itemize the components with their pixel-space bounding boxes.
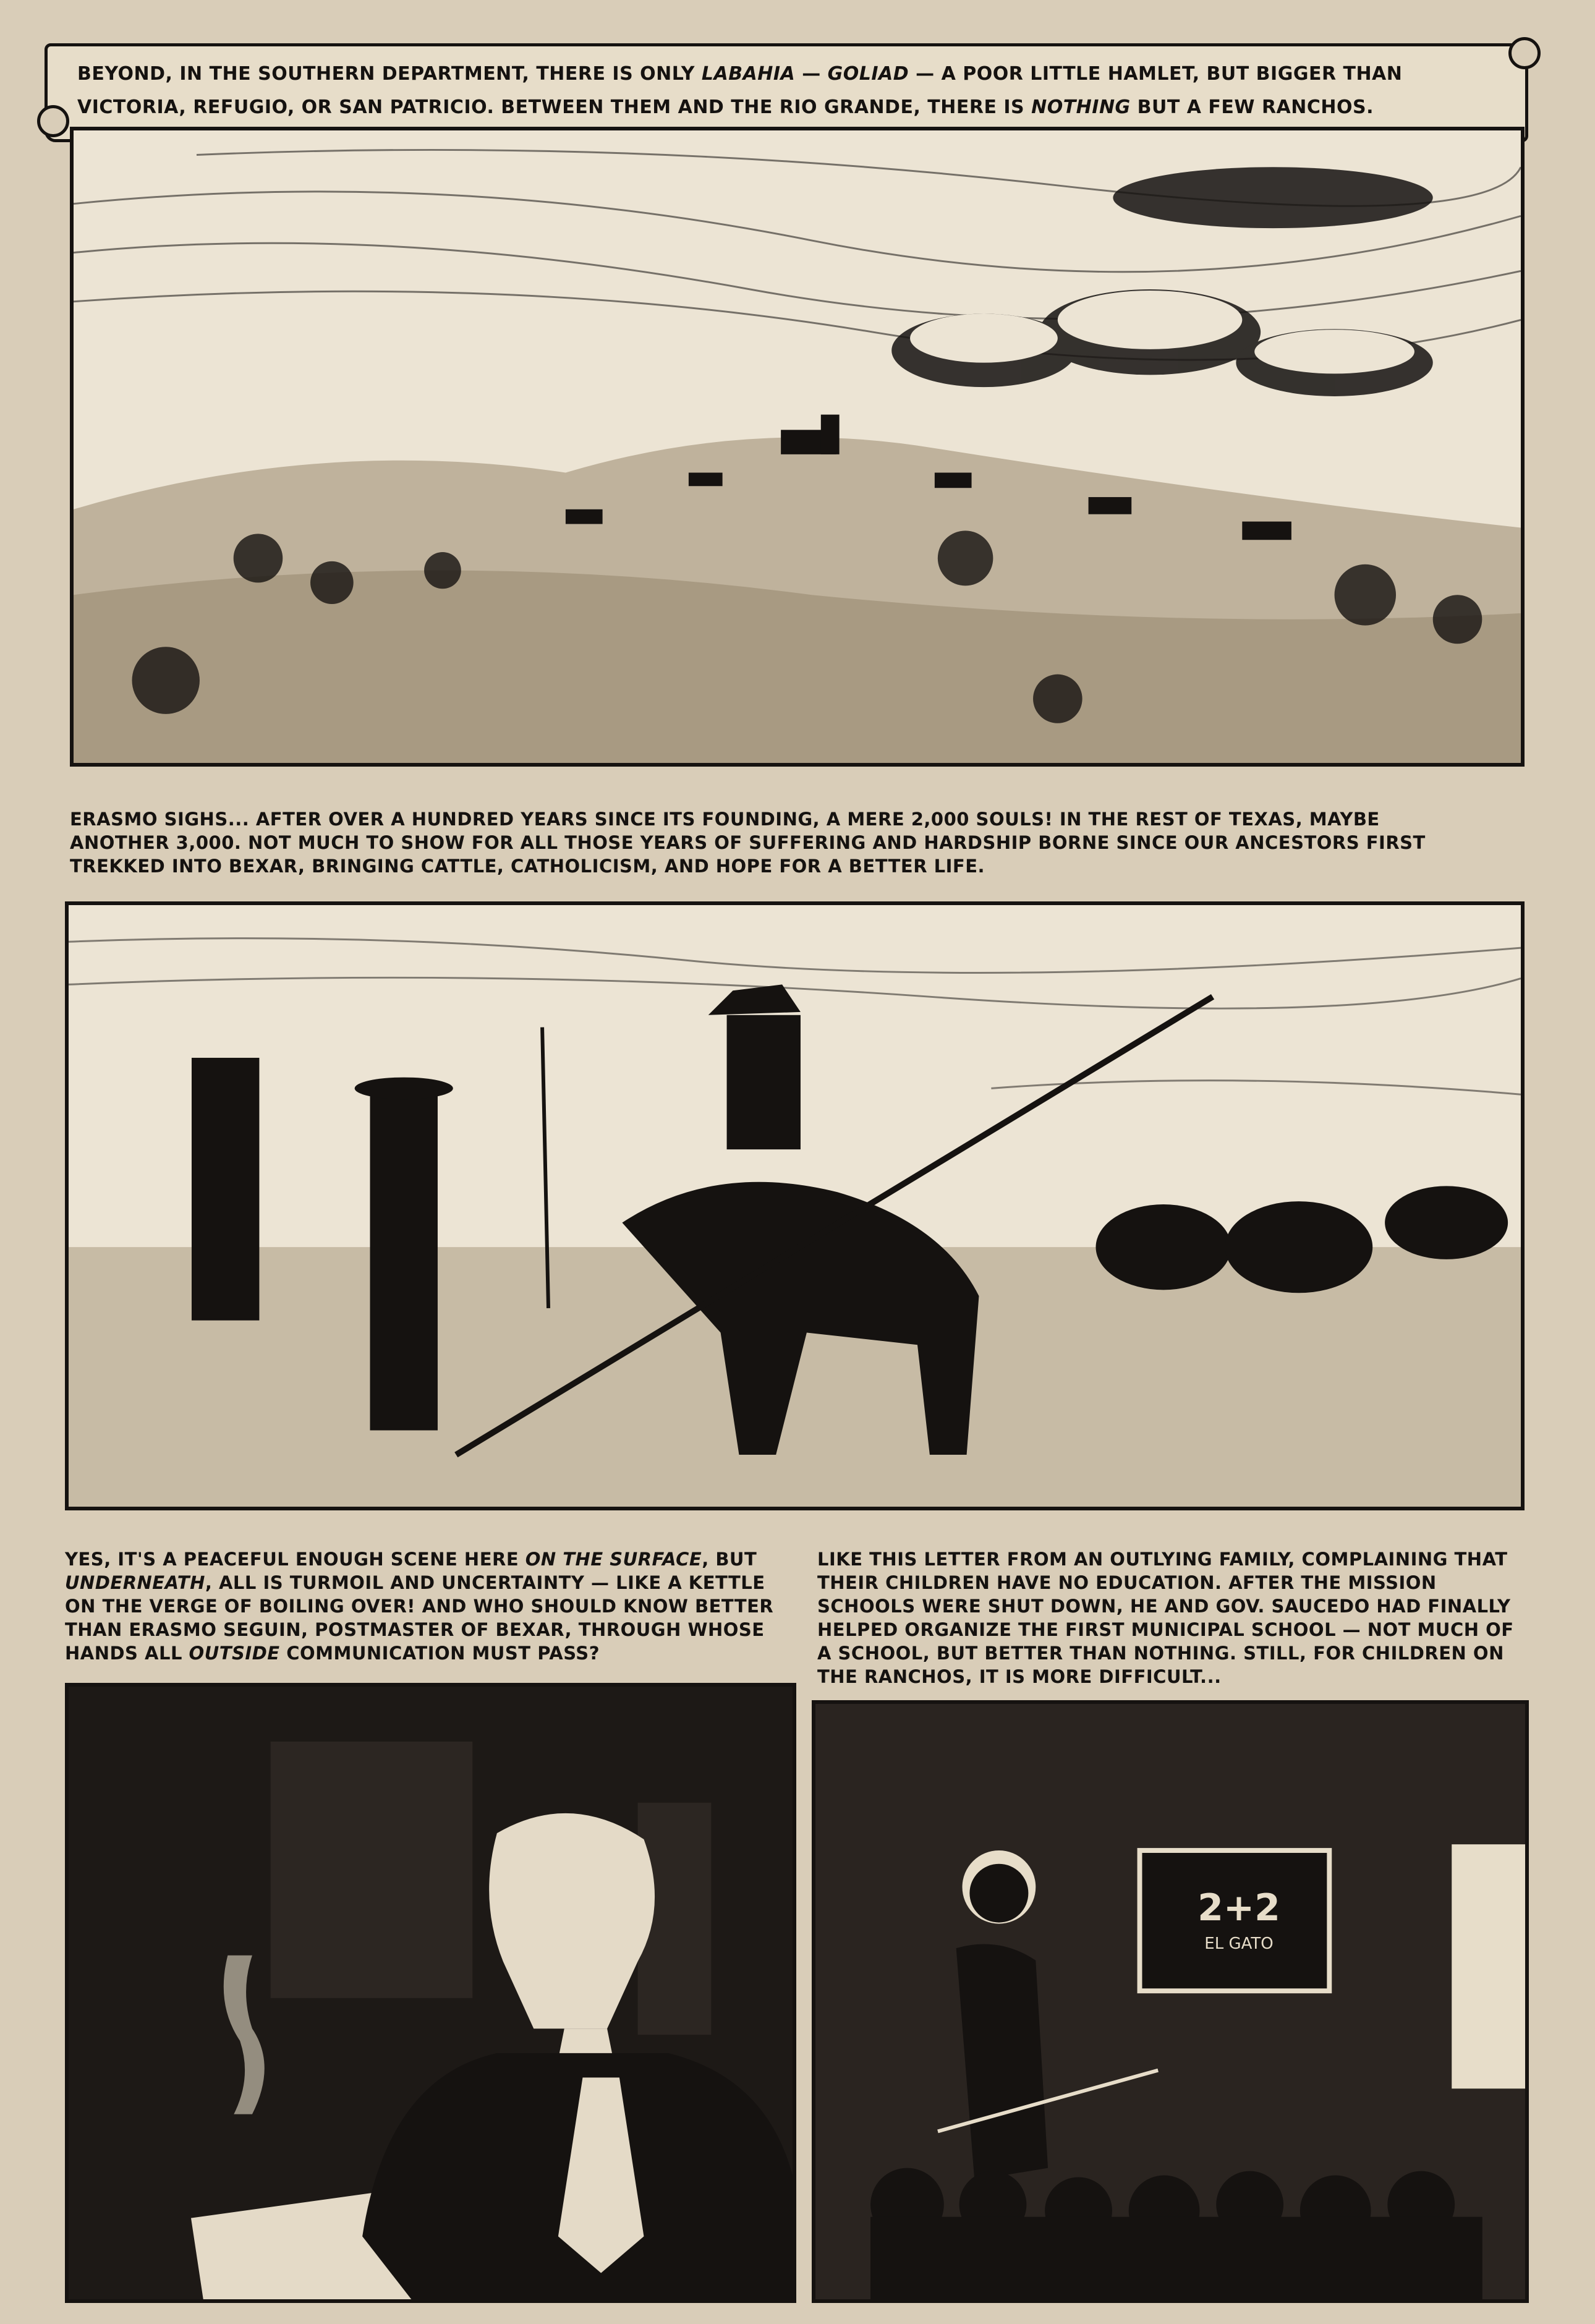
caption-panel3 — [65, 1547, 782, 1665]
landscape-illustration — [74, 130, 1521, 763]
caption-emphasis: UNDERNEATH — [65, 1572, 205, 1593]
caption-emphasis: LABAHIA — [701, 63, 796, 85]
procession-illustration — [69, 905, 1521, 1507]
schoolroom-illustration — [815, 1704, 1525, 2299]
caption-text: , ALL IS TURMOIL AND UNCERTAINTY — LIKE A KETTLE ON THE VERGE OF BOILING OVER! AND WHO SHOULD KNOW BETTER THAN ERASMO SEGUIN, POSTMASTER OF BEXAR, THROUGH WHOSE HANDS ALL — [65, 1572, 774, 1664]
panel-4-schoolroom — [812, 1700, 1529, 2303]
caption-panel4: LIKE THIS LETTER FROM AN OUTLYING FAMILY, COMPLAINING THAT THEIR CHILDREN HAVE NO EDUCATION. AFTER THE MISSION SCHOOLS WERE SHUT DOWN, HE AND GOV. SAUCEDO HAD FINALLY HELPED ORGANIZE THE FIRST MUNICIPAL SCHOOL — NOT MUCH OF A SCHOOL, BUT BETTER THAN NOTHING. STILL, FOR CHILDREN ON THE RANCHOS, IT IS MORE DIFFICULT... — [817, 1549, 1514, 1687]
scroll-curl-right — [1508, 37, 1541, 69]
caption-text: — A POOR LITTLE HAMLET, BUT BIGGER THAN VICTORIA, REFUGIO, OR SAN PATRICIO. BETWEEN THEM AND THE RIO GRANDE, THERE IS — [77, 63, 1403, 118]
caption-text: BUT A FEW RANCHOS. — [1130, 96, 1374, 118]
caption-text: — — [795, 63, 828, 85]
caption-panel2: ERASMO SIGHS... AFTER OVER A HUNDRED YEARS SINCE ITS FOUNDING, A MERE 2,000 SOULS! IN THE REST OF TEXAS, MAYBE ANOTHER 3,000. NOT MUCH TO SHOW FOR ALL THOSE YEARS OF SUFFERING AND HARDSHIP BORNE SINCE OUR ANCESTORS FIRST TREKKED INTO BEXAR, BRINGING CATTLE, CATHOLICISM, AND HOPE FOR A BETTER LIFE. — [70, 809, 1426, 877]
chalkboard-line-2: EL GATO — [1204, 1935, 1274, 1953]
panel-3-erasmo — [65, 1683, 796, 2303]
panel-2-procession — [65, 901, 1525, 1510]
caption-emphasis: GOLIAD — [827, 63, 909, 85]
caption-emphasis: OUTSIDE — [189, 1643, 280, 1664]
caption-emphasis: ON THE SURFACE — [525, 1549, 702, 1570]
panel-1-landscape — [70, 127, 1525, 767]
caption-text: , BUT — [702, 1549, 757, 1570]
caption-emphasis: NOTHING — [1031, 96, 1131, 118]
caption-text: COMMUNICATION MUST PASS? — [279, 1643, 600, 1664]
caption-text: YES, IT'S A PEACEFUL ENOUGH SCENE HERE — [65, 1549, 525, 1570]
erasmo-illustration — [69, 1687, 793, 2299]
scroll-curl-left — [37, 105, 69, 137]
caption-text: BEYOND, IN THE SOUTHERN DEPARTMENT, THERE IS ONLY — [77, 63, 702, 85]
chalkboard-line-1: 2+2 — [1197, 1886, 1280, 1930]
caption-panel1 — [77, 57, 1505, 124]
chalkboard-text-area — [1149, 1858, 1329, 1988]
